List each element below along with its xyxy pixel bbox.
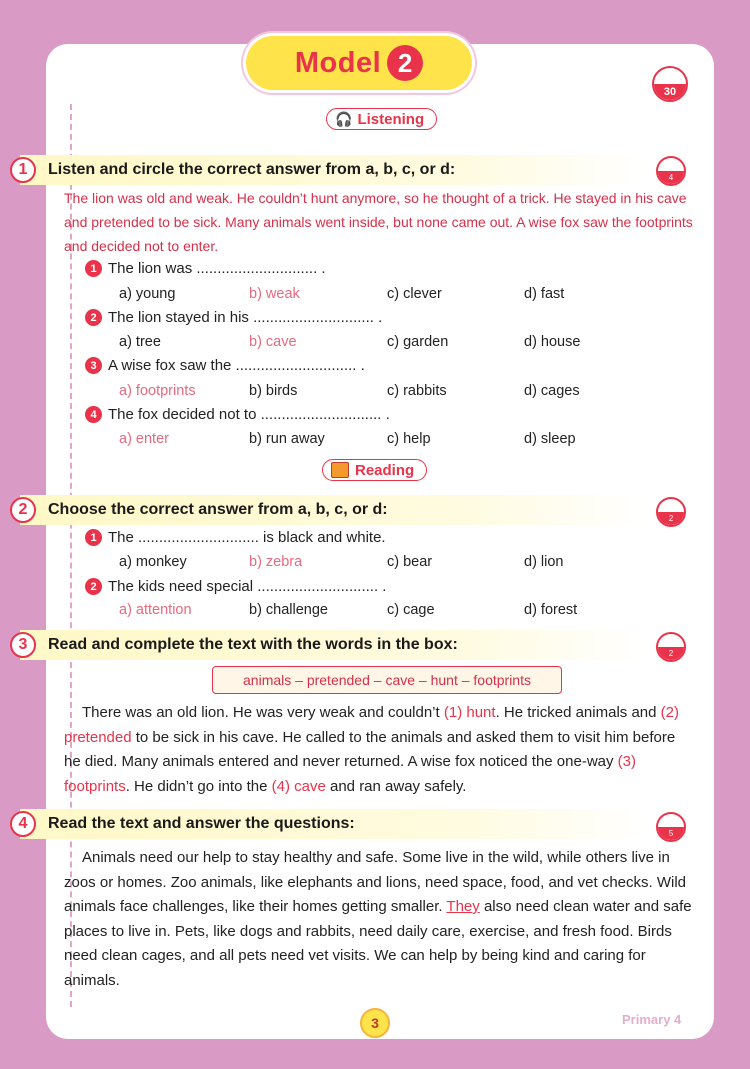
q4-text [64,846,696,993]
option[interactable]: b) birds [249,383,298,399]
q3-text-part: to be sick in his cave. He called to the animals and asked them to visit him before he died. Many animals entered and never returned. A wise fox noticed the one-way [64,728,676,770]
option[interactable]: d) cages [524,383,580,399]
question-3-score-badge [656,632,686,662]
model-title: Model [294,46,382,79]
question-2-number: 2 [10,497,36,523]
word-box: animals – pretended – cave – hunt – footprints [212,666,562,694]
q1-item-4-stem: The fox decided not to ............................. . [108,406,390,423]
q1-item-2-options [0,334,750,354]
question-1-score-badge [656,156,686,186]
option[interactable]: a) young [119,286,176,302]
q1-item-3 [85,357,365,374]
question-3-header [20,630,648,660]
q1-item-4-options [0,431,750,451]
q4-underlined-word: They [446,898,480,915]
option-correct[interactable]: b) zebra [249,554,303,570]
question-1-score: 4 [658,171,684,184]
reading-text: Reading [355,461,415,479]
q2-item-2 [85,578,386,595]
option[interactable]: d) forest [524,602,578,618]
book-icon [331,462,349,478]
option-correct[interactable]: b) cave [249,334,297,350]
model-number-badge: 2 [387,45,423,81]
option-correct[interactable]: a) footprints [119,383,196,399]
q3-blank-3[interactable]: (3) footprints [64,753,637,795]
question-2-score-badge [656,497,686,527]
question-3-title: Read and complete the text with the words in the box: [48,636,458,653]
total-score-value: 30 [654,84,686,100]
question-2-header [20,495,648,525]
option[interactable]: d) sleep [524,431,576,447]
question-3-score: 2 [658,647,684,660]
q1-item-1-options [0,286,750,306]
option[interactable]: a) monkey [119,554,187,570]
q1-item-1-number: 1 [85,260,102,277]
option[interactable]: b) challenge [249,602,328,618]
listening-label [326,108,437,130]
option[interactable]: d) lion [524,554,564,570]
q4-text-part: Animals need our help to stay healthy and safe. Some live in the wild, while others live in zoos or homes. Zoo animals, like elephants and lions, need space, food, and vet checks. Wild animals face challenges, like their homes getting smaller. [64,849,687,915]
headphones-icon: 🎧 [335,110,353,127]
option-correct[interactable]: a) enter [119,431,169,447]
listening-text: Listening [357,110,425,128]
q2-item-1-number: 1 [85,529,102,546]
q3-blank-2[interactable]: (2) pretended [64,704,679,746]
option[interactable]: d) house [524,334,581,350]
option[interactable]: c) clever [387,286,442,302]
model-banner [246,36,472,90]
total-score-badge [652,66,688,102]
option-correct[interactable]: b) weak [249,286,300,302]
q1-item-4 [85,406,390,423]
question-1-title: Listen and circle the correct answer from a, b, c, or d: [48,161,456,178]
q1-item-3-number: 3 [85,357,102,374]
q3-blank-4[interactable]: (4) cave [271,777,326,795]
question-4-number: 4 [10,811,36,837]
page-number: 3 [360,1008,390,1038]
option[interactable]: b) run away [249,431,325,447]
q3-text-part: There was an old lion. He was very weak and couldn’t [82,704,444,721]
q3-blank-1[interactable]: (1) hunt [443,704,496,721]
option[interactable]: c) help [387,431,431,447]
question-4-header [20,809,648,839]
question-3-number: 3 [10,632,36,658]
q3-text [64,701,696,799]
q1-item-2-stem: The lion stayed in his ............................. . [108,309,383,326]
option[interactable]: c) garden [387,334,449,350]
level-label: Primary 4 [622,1012,682,1027]
question-1-number: 1 [10,157,36,183]
option[interactable]: c) cage [387,602,435,618]
q1-item-4-number: 4 [85,406,102,423]
question-1-header [20,155,648,185]
reading-label [322,459,427,481]
question-2-title: Choose the correct answer from a, b, c, or d: [48,501,388,518]
question-4-score-badge [656,812,686,842]
q2-item-2-stem: The kids need special ............................. . [108,578,387,595]
listening-passage: The lion was old and weak. He couldn’t hunt anymore, so he thought of a trick. He stayed in his cave and pretended to be sick. Many animals went inside, but none came out. A wise fox saw the footprints and decided not to enter. [64,190,693,254]
option-correct[interactable]: a) attention [119,602,192,618]
q2-item-1-stem: The ............................. is black and white. [108,529,386,546]
option[interactable]: c) bear [387,554,433,570]
question-2-score: 2 [658,512,684,525]
q1-item-2-number: 2 [85,309,102,326]
q2-item-1-options [0,554,750,574]
question-4-title: Read the text and answer the questions: [48,815,355,832]
option[interactable]: c) rabbits [387,383,447,399]
q1-item-1 [85,260,326,277]
option[interactable]: d) fast [524,286,565,302]
q1-item-3-options [0,383,750,403]
question-4-score: 5 [658,827,684,840]
q2-item-1 [85,529,386,546]
q3-text-part: . He didn’t go into the [125,777,272,795]
q3-text-part: and ran away safely. [325,777,467,795]
q1-item-2 [85,309,382,326]
q2-item-2-options [0,602,750,622]
q3-text-part: . He tricked animals and [495,704,661,721]
q2-item-2-number: 2 [85,578,102,595]
q4-text-part: also need clean water and safe places to live in. Pets, like dogs and rabbits, need daily care, exercise, and fresh food. Birds need clean cages, and all pets need vet visits. We can help by being kind and caring for animals. [64,898,692,989]
q1-item-3-stem: A wise fox saw the ............................. . [108,357,365,374]
q1-item-1-stem: The lion was ............................. . [108,260,326,277]
option[interactable]: a) tree [119,334,161,350]
